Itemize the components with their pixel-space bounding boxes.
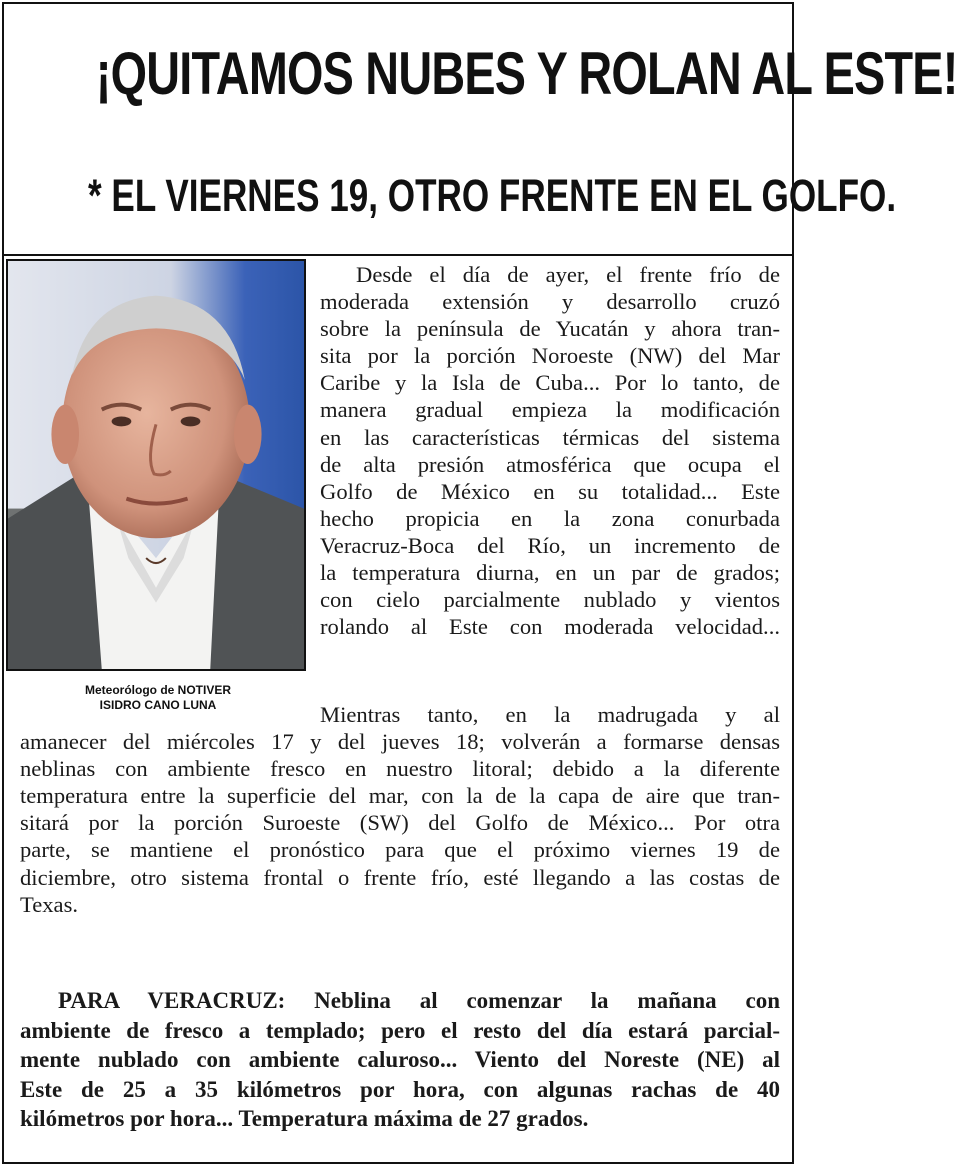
forecast-paragraph — [20, 986, 780, 1134]
article-line: parte, se mantiene el pronóstico para que el próximo viernes 19 de — [20, 837, 780, 863]
subheadline: * EL VIERNES 19, OTRO FRENTE EN EL GOLFO. — [88, 170, 897, 221]
forecast-line: Este de 25 a 35 kilómetros por hora, con algunas rachas de 40 — [20, 1076, 780, 1102]
article-line: diciembre, otro sistema frontal o frente frío, esté llegando a las costas de — [20, 864, 780, 890]
article-wide-paragraph — [20, 701, 780, 918]
article-line: Desde el día de ayer, el frente frío de — [356, 262, 780, 287]
forecast-line: ambiente de fresco a templado; pero el resto del día estará parcial- — [20, 1017, 780, 1043]
article-line: la temperatura diurna, en un par de grados; — [320, 560, 780, 586]
article-line: Texas. — [20, 891, 79, 917]
article-line: amanecer del miércoles 17 y del jueves 18; volverán a formarse densas — [20, 729, 780, 755]
article-column — [320, 261, 780, 640]
article-line: moderada extensión y desarrollo cruzó — [320, 289, 780, 315]
forecast-line: mente nublado con ambiente caluroso... Viento del Noreste (NE) al — [20, 1047, 780, 1072]
article-line: sita por la porción Noroeste (NW) del Mar — [320, 343, 780, 369]
article-line: Veracruz-Boca del Río, un incremento de — [320, 532, 780, 558]
article-line: neblinas con ambiente fresco en nuestro litoral; debido a la diferente — [20, 756, 780, 782]
article-line: Caribe y la Isla de Cuba... Por lo tanto, de — [320, 370, 780, 396]
divider-rule — [2, 254, 794, 256]
caption-line-2: ISIDRO CANO LUNA — [99, 698, 217, 712]
article-line: Golfo de México en su totalidad... Este — [320, 478, 780, 504]
article-line: manera gradual empieza la modificación — [320, 397, 780, 423]
headline: ¡QUITAMOS NUBES Y ROLAN AL ESTE! — [95, 40, 958, 107]
article-line: rolando al Este con moderada velocidad... — [320, 614, 780, 640]
article-line: sitará por la porción Suroeste (SW) del Golfo de México... Por otra — [20, 810, 780, 836]
author-photo — [6, 259, 306, 671]
article-line: sobre la península de Yucatán y ahora tran- — [320, 316, 780, 342]
forecast-line: PARA VERACRUZ: Neblina al comenzar la mañana con — [58, 988, 780, 1013]
forecast-line: kilómetros por hora... Temperatura máxima de 27 grados. — [20, 1106, 589, 1131]
article-line: en las características térmicas del sistema — [320, 424, 780, 450]
article-line: de alta presión atmosférica que ocupa el — [320, 451, 780, 477]
article-line: temperatura entre la superficie del mar, con la de la capa de aire que tran- — [20, 783, 780, 809]
article-line: con cielo parcialmente nublado y vientos — [320, 587, 780, 613]
article-line: Mientras tanto, en la madrugada y al — [320, 702, 780, 727]
caption-line-1: Meteorólogo de NOTIVER — [84, 683, 231, 697]
portrait-image — [8, 261, 304, 669]
article-line: hecho propicia en la zona conurbada — [320, 505, 780, 531]
